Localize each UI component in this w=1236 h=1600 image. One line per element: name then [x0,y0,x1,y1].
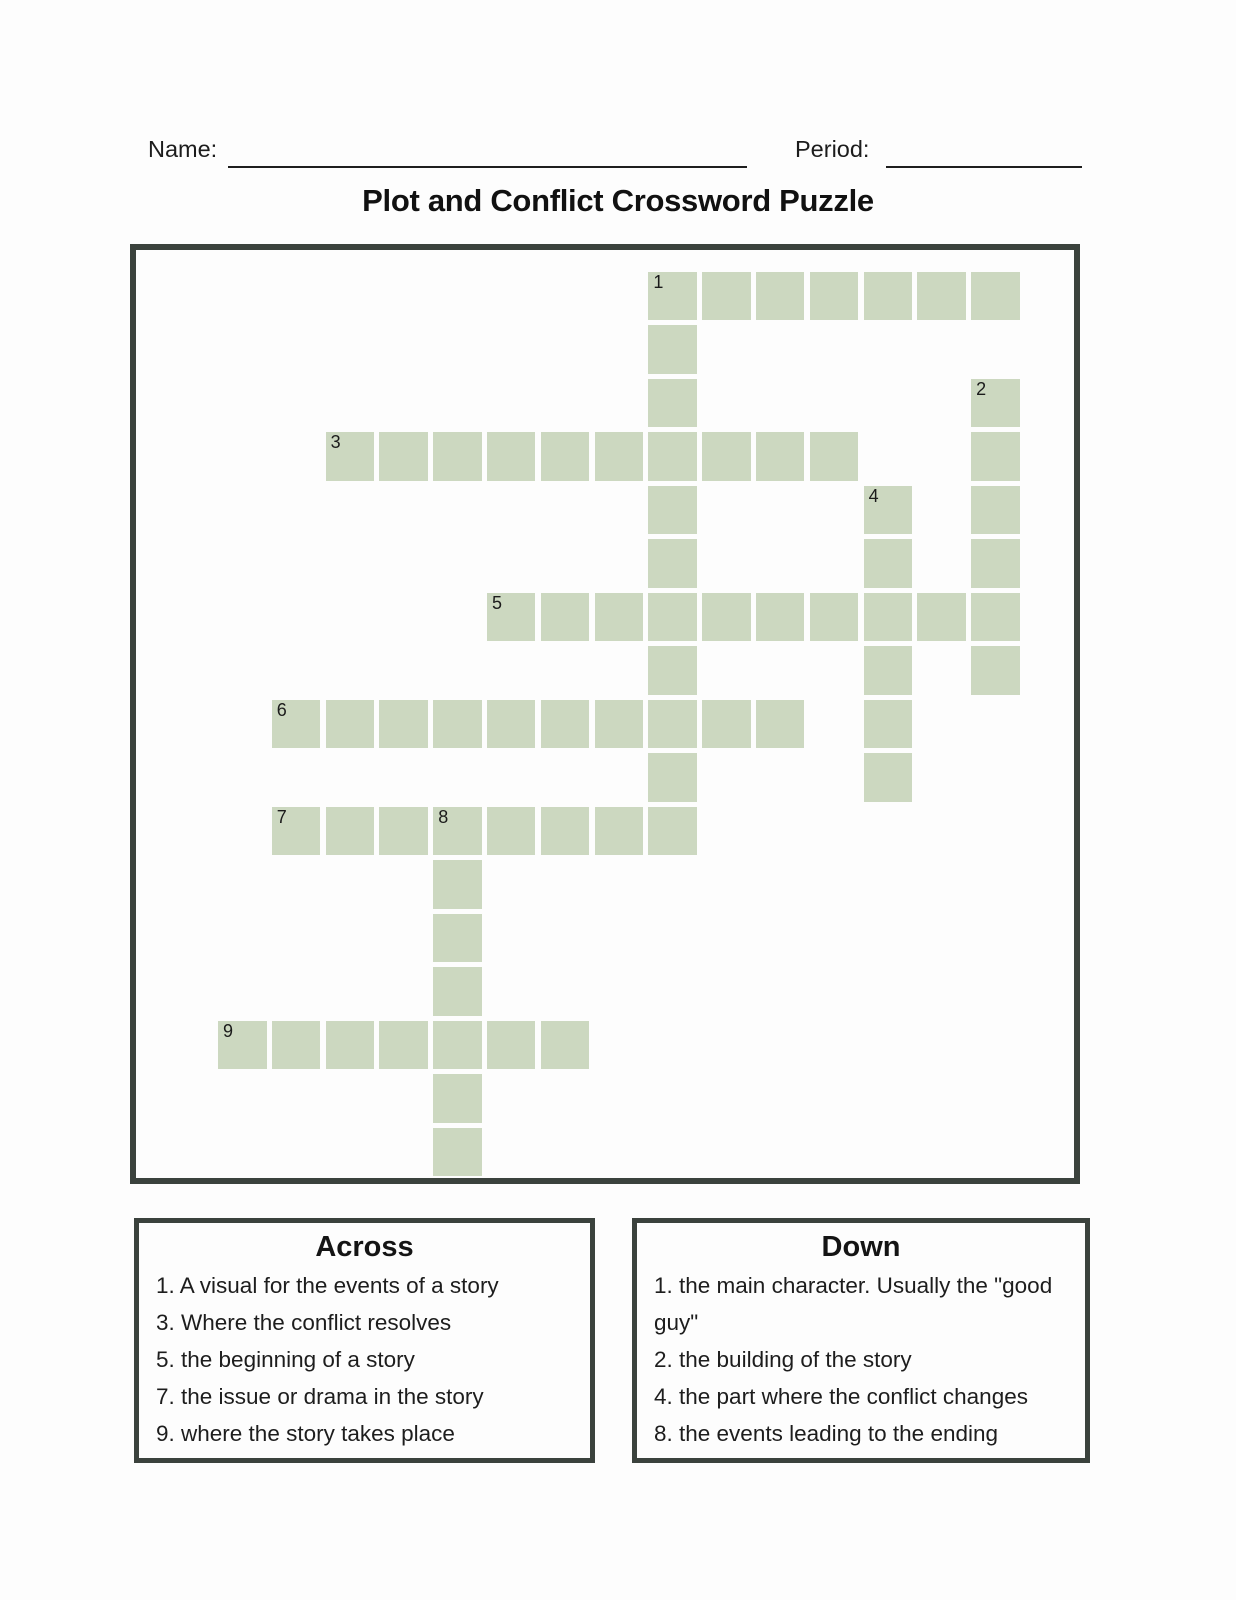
crossword-cell[interactable] [433,1074,482,1122]
down-title: Down [821,1231,901,1263]
crossword-cell[interactable] [487,807,536,855]
crossword-cell[interactable] [326,1021,375,1069]
crossword-cell[interactable] [541,1021,590,1069]
crossword-cell[interactable] [810,432,859,480]
crossword-cell[interactable] [541,807,590,855]
crossword-cell[interactable] [379,700,428,748]
period-label: Period: [795,136,870,162]
crossword-cell[interactable] [648,539,697,587]
crossword-cell[interactable] [433,1021,482,1069]
clue-item: 8. the events leading to the ending [654,1421,999,1446]
crossword-cell[interactable] [541,700,590,748]
crossword-cell[interactable] [379,432,428,480]
period-input-line[interactable] [886,148,1082,168]
clue-item: 9. where the story takes place [156,1421,455,1446]
crossword-cell[interactable] [541,593,590,641]
clue-item: 1. A visual for the events of a story [156,1273,499,1298]
clue-item: 1. the main character. Usually the "good guy" [654,1273,1053,1335]
across-clues-box [134,1218,595,1463]
cell-number: 1 [653,272,664,292]
crossword-cell[interactable] [433,967,482,1015]
crossword-cell[interactable] [433,807,482,855]
cell-number: 4 [868,485,879,506]
crossword-frame [130,244,1080,1184]
crossword-cell[interactable] [756,432,805,480]
crossword-cell[interactable] [864,486,913,534]
across-title: Across [315,1231,414,1263]
crossword-cell[interactable] [272,700,321,748]
crossword-cell[interactable] [971,539,1020,587]
crossword-grid [218,272,1020,1176]
crossword-cell[interactable] [864,753,913,801]
crossword-cell[interactable] [864,593,913,641]
crossword-cell[interactable] [971,646,1020,694]
crossword-cell[interactable] [864,700,913,748]
crossword-cell[interactable] [326,700,375,748]
cell-number: 2 [976,378,987,399]
crossword-cell[interactable] [864,539,913,587]
cell-number: 6 [276,699,287,720]
name-input-line[interactable] [228,148,747,168]
crossword-cell[interactable] [379,807,428,855]
page-title: Plot and Conflict Crossword Puzzle [362,183,874,218]
crossword-cell[interactable] [326,432,375,480]
clue-item: 3. Where the conflict resolves [156,1310,452,1335]
crossword-cell[interactable] [272,807,321,855]
cell-number: 8 [438,806,449,827]
crossword-cell[interactable] [648,646,697,694]
crossword-cell[interactable] [433,860,482,908]
clue-item: 4. the part where the conflict changes [654,1384,1028,1409]
crossword-cell[interactable] [272,1021,321,1069]
clue-item: 2. the building of the story [654,1347,912,1372]
clue-item: 5. the beginning of a story [156,1347,415,1372]
crossword-cell[interactable] [917,593,966,641]
crossword-cell[interactable] [971,272,1020,320]
crossword-cell[interactable] [971,432,1020,480]
cell-number: 3 [330,432,341,453]
crossword-cell[interactable] [326,807,375,855]
crossword-cell[interactable] [971,486,1020,534]
name-label: Name: [148,136,218,162]
crossword-cell[interactable] [648,593,697,641]
crossword-cell[interactable] [864,646,913,694]
crossword-cell[interactable] [917,272,966,320]
cell-number: 7 [276,806,287,827]
crossword-cell[interactable] [648,325,697,373]
across-clue-list [139,1267,590,1452]
crossword-cell[interactable] [971,379,1020,427]
crossword-cell[interactable] [702,593,751,641]
crossword-cell[interactable] [595,700,644,748]
crossword-cell[interactable] [487,593,536,641]
crossword-cell[interactable] [810,593,859,641]
crossword-cell[interactable] [487,432,536,480]
crossword-cell[interactable] [756,272,805,320]
crossword-cell[interactable] [379,1021,428,1069]
crossword-cell[interactable] [648,272,697,320]
crossword-cell[interactable] [595,432,644,480]
crossword-cell[interactable] [433,432,482,480]
crossword-cell[interactable] [864,272,913,320]
cell-number: 9 [223,1020,234,1041]
crossword-cell[interactable] [595,807,644,855]
crossword-cell[interactable] [541,432,590,480]
crossword-cell[interactable] [971,593,1020,641]
down-clue-list [637,1267,1085,1452]
crossword-cell[interactable] [487,1021,536,1069]
clue-item: 7. the issue or drama in the story [156,1384,484,1409]
crossword-cell[interactable] [433,914,482,962]
crossword-cell[interactable] [810,272,859,320]
crossword-cell[interactable] [648,807,697,855]
down-clues-box [632,1218,1090,1463]
crossword-cell[interactable] [702,700,751,748]
crossword-cell[interactable] [433,700,482,748]
crossword-cell[interactable] [648,432,697,480]
crossword-cell[interactable] [648,379,697,427]
crossword-cell[interactable] [218,1021,267,1069]
crossword-cell[interactable] [433,1128,482,1176]
crossword-cell[interactable] [595,593,644,641]
crossword-cell[interactable] [648,700,697,748]
crossword-cell[interactable] [756,700,805,748]
crossword-cell[interactable] [702,272,751,320]
crossword-cell[interactable] [756,593,805,641]
crossword-cell[interactable] [487,700,536,748]
crossword-cell[interactable] [648,486,697,534]
crossword-cell[interactable] [648,753,697,801]
crossword-cell[interactable] [702,432,751,480]
cell-number: 5 [491,592,502,613]
